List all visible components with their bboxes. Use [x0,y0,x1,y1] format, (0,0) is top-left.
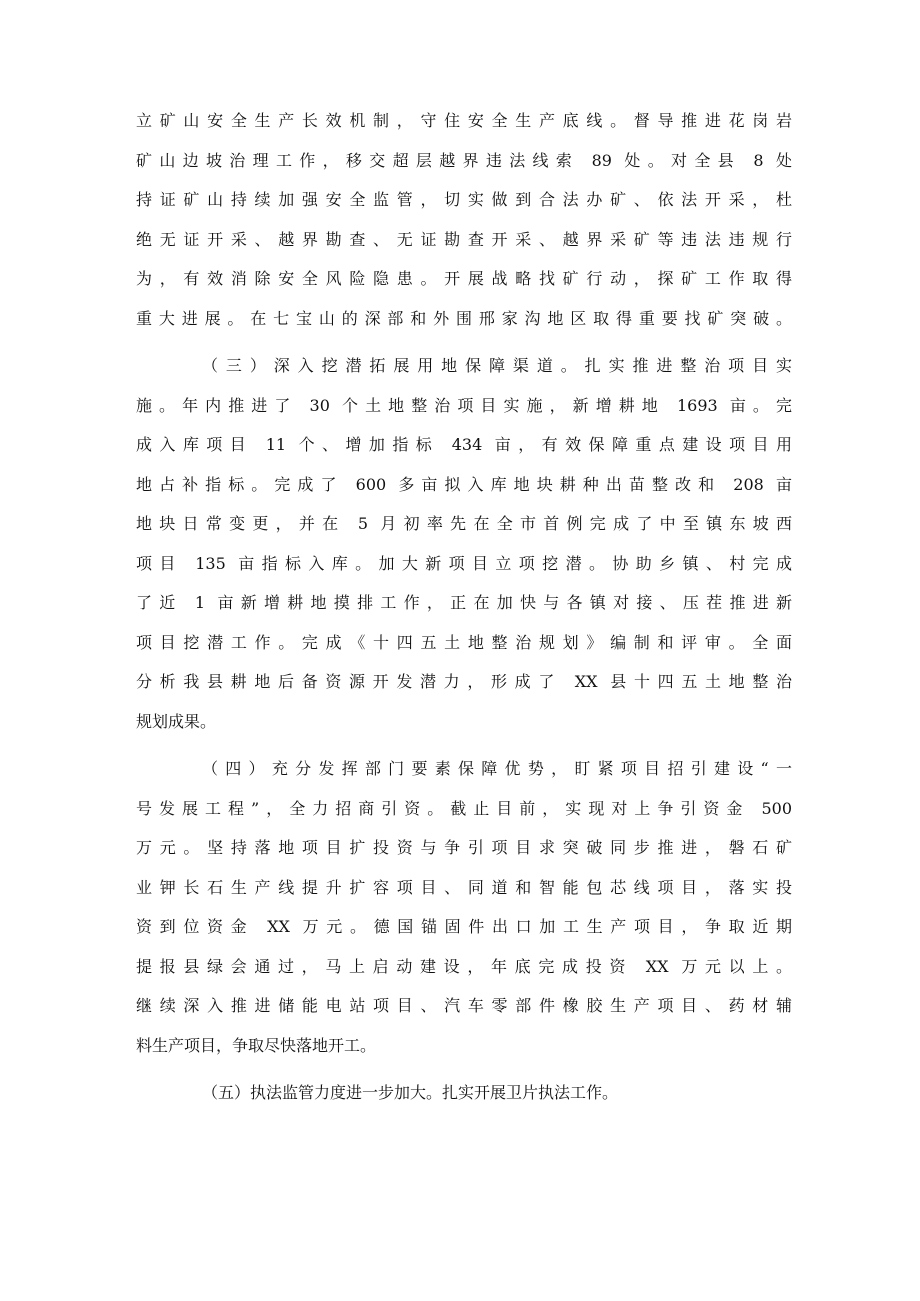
section-heading-line: （四）充分发挥部门要素保障优势，盯紧项目招引建设“一 [202,759,792,778]
text-line: 成入库项目 11 个、增加指标 434 亩，有效保障重点建设项目用 [136,435,792,454]
document-body [136,108,792,1120]
text-line: 地块日常变更，并在 5 月初率先在全市首例完成了中至镇东坡西 [136,514,792,533]
text-line: 号发展工程”，全力招商引资。截止目前，实现对上争引资金 500 [136,798,792,818]
text-line: 业钾长石生产线提升扩容项目、同道和智能包芯线项目，落实投 [136,877,792,897]
text-line: 地占补指标。完成了 600 多亩拟入库地块耕种出苗整改和 208 亩 [136,474,792,494]
section-heading-line: （三）深入挖潜拓展用地保障渠道。扎实推进整治项目实 [202,356,792,375]
text-line: 资到位资金 XX 万元。德国锚固件出口加工生产项目，争取近期 [136,917,792,936]
text-line: 矿山边坡治理工作，移交超层越界违法线索 89 处。对全县 8 处 [136,150,792,170]
text-line: 施。年内推进了 30 个土地整治项目实施，新增耕地 1693 亩。完 [136,395,792,415]
text-line: 立矿山安全生产长效机制，守住安全生产底线。督导推进花岗岩 [136,111,792,130]
text-line: 持证矿山持续加强安全监管，切实做到合法办矿、依法开采，杜 [136,190,792,209]
paragraph-enforcement [136,1080,792,1120]
text-line: 项目 135 亩指标入库。加大新项目立项挖潜。协助乡镇、村完成 [136,553,792,573]
text-line: 为，有效消除安全风险隐患。开展战略找矿行动，探矿工作取得 [136,269,792,288]
paragraph-mine-safety [136,108,792,345]
section-heading-line: （五）执法监管力度进一步加大。扎实开展卫片执法工作。 [202,1083,619,1102]
text-line: 了近 1 亩新增耕地摸排工作，正在加快与各镇对接、压茬推进新 [136,593,792,612]
text-line: 料生产项目，争取尽快落地开工。 [136,1035,377,1055]
text-line: 项目挖潜工作。完成《十四五土地整治规划》编制和评审。全面 [136,632,792,652]
paragraph-land-guarantee [136,353,792,748]
text-line: 提报县绿会通过，马上启动建设，年底完成投资 XX 万元以上。 [136,956,792,976]
paragraph-investment [136,756,792,1072]
text-line: 分析我县耕地后备资源开发潜力，形成了 XX 县十四五土地整治 [136,672,792,691]
text-line: 绝无证开采、越界勘查、无证勘查开采、越界采矿等违法违规行 [136,229,792,249]
text-line: 继续深入推进储能电站项目、汽车零部件橡胶生产项目、药材辅 [136,996,792,1015]
text-line: 重大进展。在七宝山的深部和外围邢家沟地区取得重要找矿突破。 [136,308,792,328]
text-line: 规划成果。 [136,711,217,731]
text-line: 万元。坚持落地项目扩投资与争引项目求突破同步推进，磐石矿 [136,838,792,857]
